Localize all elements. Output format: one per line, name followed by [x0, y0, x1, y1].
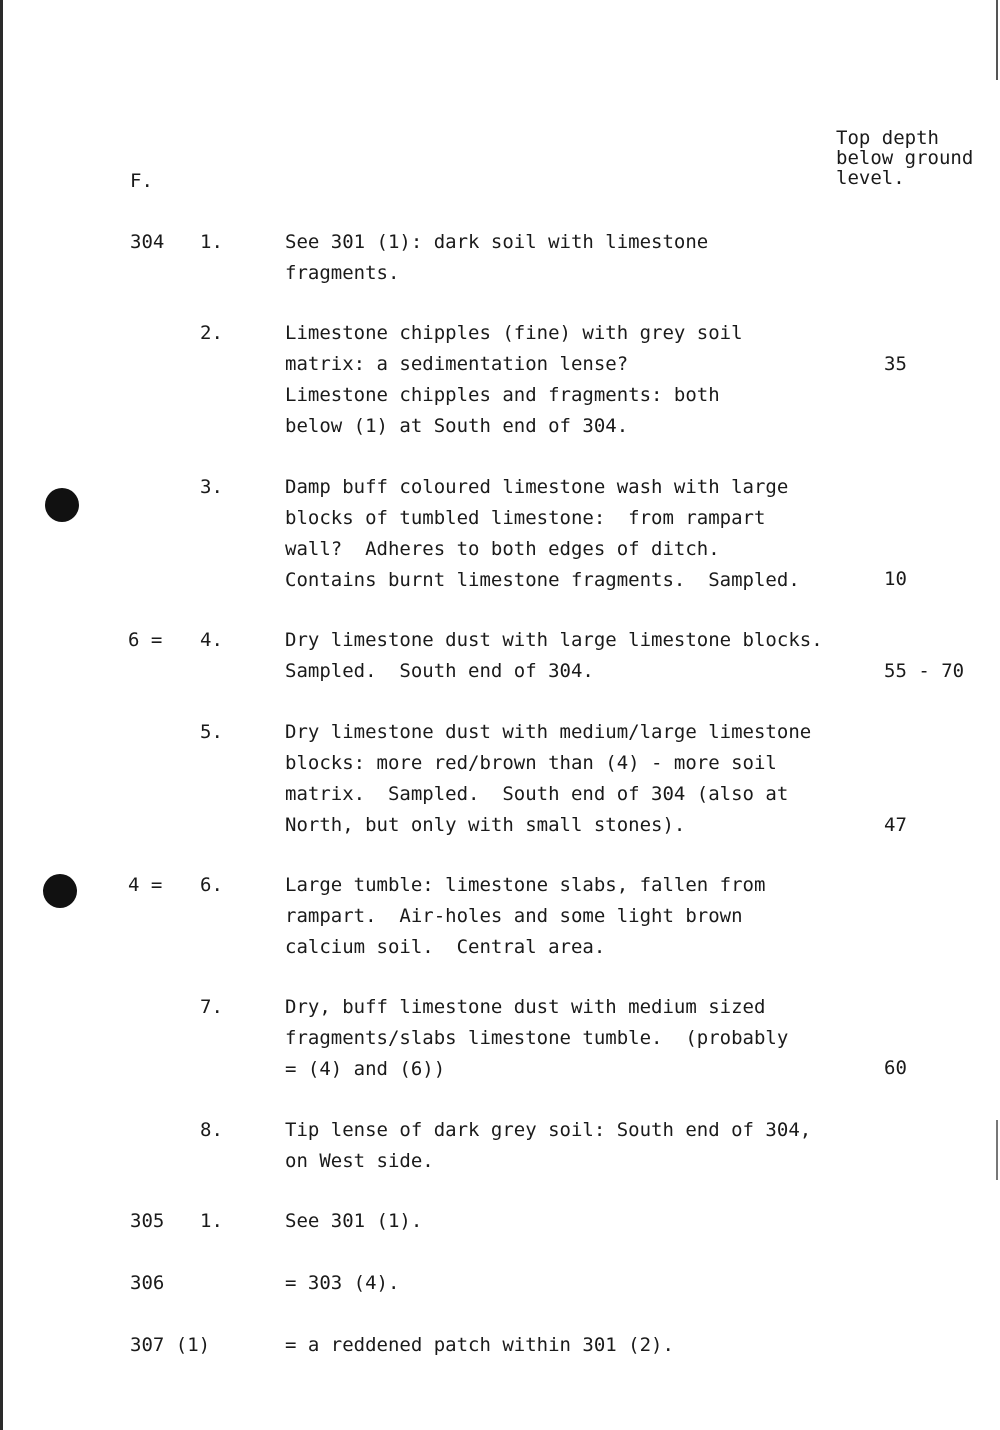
entry-description: Dry, buff limestone dust with medium sized fragments/slabs limestone tumble. (probably = (4) and (6)): [285, 996, 789, 1080]
entry-depth: 60: [884, 1057, 907, 1079]
entry-description: Damp buff coloured limestone wash with large blocks of tumbled limestone: from rampart wall? Adheres to both edges of ditch. Contains burnt limestone fragments. Sampled.: [285, 476, 800, 591]
entry-layer-number: 6.: [200, 874, 223, 896]
entry-site-number: 6 =: [128, 629, 163, 651]
entry-depth: 35: [884, 353, 907, 375]
entry-layer-number: 5.: [200, 721, 223, 743]
entry-layer-number: 4.: [200, 629, 223, 651]
page-right-edge-mark: [996, 0, 998, 80]
punch-hole: [43, 874, 77, 908]
entry-description: See 301 (1): dark soil with limestone fragments.: [285, 231, 709, 284]
entry-description: Limestone chipples (fine) with grey soil matrix: a sedimentation lense? Limestone chipples and fragments: both below (1) at South end of 304.: [285, 322, 743, 437]
section-letter: F.: [130, 170, 153, 192]
page-left-edge: [0, 0, 3, 1430]
entry-site-number: 306: [130, 1272, 165, 1294]
entry-description: See 301 (1).: [285, 1210, 423, 1232]
entry-depth: 10: [884, 568, 907, 590]
entry-description: Dry limestone dust with large limestone blocks. Sampled. South end of 304.: [285, 629, 823, 682]
punch-hole: [45, 488, 79, 522]
entry-site-number: 4 =: [128, 874, 163, 896]
entry-layer-number: 1.: [200, 1210, 223, 1232]
entry-layer-number: 3.: [200, 476, 223, 498]
depth-column-heading: Top depth below ground level.: [836, 127, 974, 189]
entry-description: Large tumble: limestone slabs, fallen from rampart. Air-holes and some light brown calcium soil. Central area.: [285, 874, 766, 958]
entry-site-number: 307 (1): [130, 1334, 211, 1356]
entry-layer-number: 1.: [200, 231, 223, 253]
entry-description: = a reddened patch within 301 (2).: [285, 1334, 674, 1356]
entry-layer-number: 7.: [200, 996, 223, 1018]
entry-site-number: 304: [130, 231, 165, 253]
entry-site-number: 305: [130, 1210, 165, 1232]
entry-layer-number: 8.: [200, 1119, 223, 1141]
entry-description: Tip lense of dark grey soil: South end of 304, on West side.: [285, 1119, 812, 1172]
entry-description: Dry limestone dust with medium/large limestone blocks: more red/brown than (4) - more soil matrix. Sampled. South end of 304 (also at North, but only with small stones).: [285, 721, 812, 836]
entry-depth: 47: [884, 814, 907, 836]
entry-layer-number: 2.: [200, 322, 223, 344]
entry-depth: 55 - 70: [884, 660, 965, 682]
page-right-edge-mark-lower: [996, 1120, 998, 1180]
entry-description: = 303 (4).: [285, 1272, 400, 1294]
